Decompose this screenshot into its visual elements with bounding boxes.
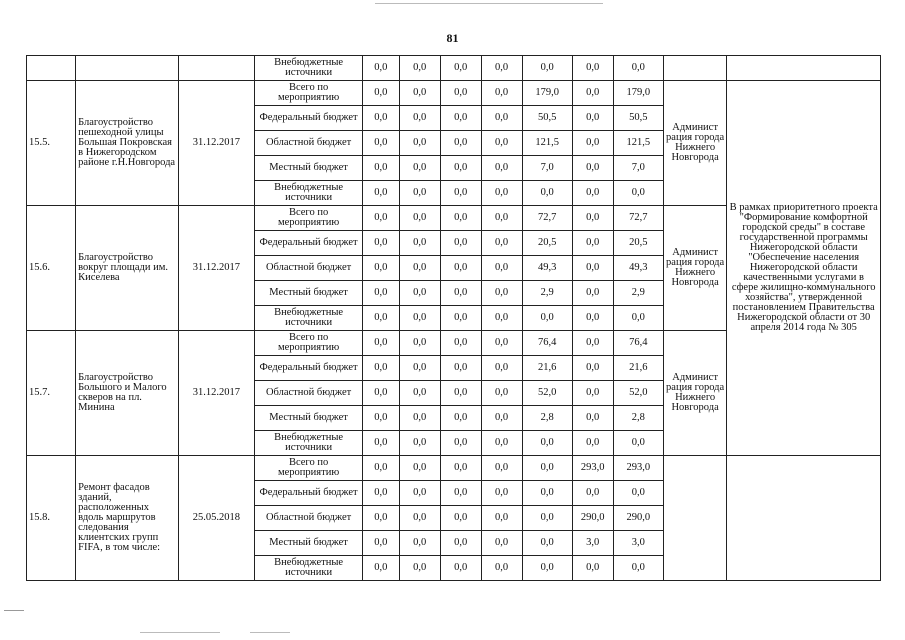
value-cell: 0,0 (399, 506, 440, 531)
funding-source-cell: Федеральный бюджет (255, 231, 363, 256)
value-cell: 0,0 (613, 56, 663, 81)
funding-source-cell: Всего по мероприятию (255, 456, 363, 481)
responsible-cell: Админист рация города Нижнего Новгорода (663, 206, 726, 331)
item-number-cell: 15.5. (27, 81, 76, 206)
value-cell: 0,0 (362, 306, 399, 331)
item-name-cell: Благоустройство пешеходной улицы Большая Покровская в Нижегородском районе г.Н.Новгорода (76, 81, 178, 206)
value-cell: 179,0 (613, 81, 663, 106)
value-cell: 0,0 (440, 231, 481, 256)
value-cell: 0,0 (481, 481, 522, 506)
value-cell: 49,3 (522, 256, 572, 281)
value-cell: 0,0 (440, 381, 481, 406)
value-cell: 0,0 (362, 81, 399, 106)
program-document-cell: В рамках приоритетного проекта "Формирование комфортной городской среды" в составе государственной программы Нижегородской области "Обеспечение населения Нижегородской области качественными услугами в сфере жилищно-коммунального хозяйства", утвержденной постановлением Правительства Нижегородской области от 30 апреля 2014 года № 305 (727, 81, 881, 456)
value-cell: 0,0 (481, 506, 522, 531)
value-cell: 0,0 (440, 56, 481, 81)
value-cell: 0,0 (399, 81, 440, 106)
value-cell: 0,0 (362, 331, 399, 356)
value-cell: 0,0 (440, 331, 481, 356)
value-cell: 0,0 (613, 431, 663, 456)
value-cell: 0,0 (522, 531, 572, 556)
funding-source-cell: Внебюджетные источники (255, 556, 363, 581)
value-cell: 0,0 (572, 181, 613, 206)
item-number-cell: 15.7. (27, 331, 76, 456)
value-cell: 0,0 (481, 456, 522, 481)
value-cell: 0,0 (362, 281, 399, 306)
value-cell: 0,0 (481, 231, 522, 256)
value-cell: 0,0 (613, 181, 663, 206)
value-cell: 0,0 (362, 356, 399, 381)
value-cell: 0,0 (572, 356, 613, 381)
value-cell: 0,0 (440, 81, 481, 106)
value-cell: 0,0 (362, 131, 399, 156)
item-name-cell: Благоустройство Большого и Малого скверов на пл. Минина (76, 331, 178, 456)
funding-source-cell: Внебюджетные источники (255, 181, 363, 206)
value-cell: 0,0 (522, 56, 572, 81)
value-cell: 0,0 (362, 531, 399, 556)
value-cell: 7,0 (613, 156, 663, 181)
table-row (27, 81, 881, 106)
value-cell: 0,0 (440, 181, 481, 206)
value-cell: 0,0 (440, 481, 481, 506)
value-cell: 0,0 (522, 456, 572, 481)
scan-edge-line (4, 610, 24, 611)
value-cell: 0,0 (572, 556, 613, 581)
funding-source-cell: Местный бюджет (255, 531, 363, 556)
value-cell: 0,0 (440, 156, 481, 181)
value-cell: 290,0 (613, 506, 663, 531)
value-cell: 0,0 (362, 56, 399, 81)
value-cell: 52,0 (613, 381, 663, 406)
empty-cell (727, 56, 881, 81)
funding-source-cell: Областной бюджет (255, 131, 363, 156)
funding-source-cell: Всего по мероприятию (255, 81, 363, 106)
scan-edge-line (375, 3, 603, 4)
value-cell: 0,0 (362, 431, 399, 456)
value-cell: 121,5 (522, 131, 572, 156)
value-cell: 0,0 (362, 206, 399, 231)
value-cell: 0,0 (481, 381, 522, 406)
value-cell: 0,0 (440, 106, 481, 131)
value-cell: 0,0 (481, 131, 522, 156)
value-cell: 293,0 (613, 456, 663, 481)
value-cell: 0,0 (399, 306, 440, 331)
value-cell: 0,0 (440, 456, 481, 481)
value-cell: 0,0 (522, 556, 572, 581)
deadline-cell: 31.12.2017 (178, 206, 255, 331)
value-cell: 0,0 (362, 256, 399, 281)
value-cell: 0,0 (481, 431, 522, 456)
deadline-cell: 31.12.2017 (178, 331, 255, 456)
value-cell: 0,0 (399, 456, 440, 481)
item-number-cell: 15.8. (27, 456, 76, 581)
value-cell: 21,6 (522, 356, 572, 381)
value-cell: 0,0 (481, 281, 522, 306)
value-cell: 0,0 (362, 456, 399, 481)
value-cell: 0,0 (522, 181, 572, 206)
empty-cell (76, 56, 178, 81)
value-cell: 0,0 (572, 406, 613, 431)
value-cell: 0,0 (572, 306, 613, 331)
value-cell: 0,0 (399, 106, 440, 131)
value-cell: 0,0 (481, 406, 522, 431)
value-cell: 0,0 (362, 156, 399, 181)
value-cell: 0,0 (572, 131, 613, 156)
value-cell: 0,0 (440, 531, 481, 556)
value-cell: 2,9 (613, 281, 663, 306)
value-cell: 0,0 (572, 81, 613, 106)
value-cell: 2,9 (522, 281, 572, 306)
empty-cell (663, 56, 726, 81)
value-cell: 0,0 (399, 531, 440, 556)
value-cell: 0,0 (572, 481, 613, 506)
funding-source-cell: Всего по мероприятию (255, 331, 363, 356)
value-cell: 0,0 (399, 331, 440, 356)
funding-source-cell: Внебюджетные источники (255, 431, 363, 456)
value-cell: 50,5 (522, 106, 572, 131)
value-cell: 0,0 (572, 56, 613, 81)
value-cell: 0,0 (572, 206, 613, 231)
value-cell: 0,0 (440, 506, 481, 531)
value-cell: 0,0 (440, 406, 481, 431)
value-cell: 0,0 (440, 256, 481, 281)
scan-edge-line (140, 632, 220, 633)
value-cell: 0,0 (481, 156, 522, 181)
funding-source-cell: Внебюджетные источники (255, 56, 363, 81)
value-cell: 0,0 (399, 281, 440, 306)
value-cell: 0,0 (613, 481, 663, 506)
value-cell: 0,0 (362, 556, 399, 581)
value-cell: 3,0 (613, 531, 663, 556)
value-cell: 0,0 (481, 356, 522, 381)
value-cell: 20,5 (613, 231, 663, 256)
value-cell: 0,0 (399, 356, 440, 381)
value-cell: 7,0 (522, 156, 572, 181)
value-cell: 0,0 (572, 381, 613, 406)
value-cell: 0,0 (572, 106, 613, 131)
value-cell: 0,0 (440, 206, 481, 231)
continuation-row (27, 56, 881, 81)
value-cell: 0,0 (572, 156, 613, 181)
value-cell: 0,0 (613, 306, 663, 331)
value-cell: 0,0 (572, 331, 613, 356)
value-cell: 179,0 (522, 81, 572, 106)
value-cell: 0,0 (572, 281, 613, 306)
empty-cell (27, 56, 76, 81)
funding-source-cell: Областной бюджет (255, 381, 363, 406)
value-cell: 72,7 (522, 206, 572, 231)
value-cell: 0,0 (481, 81, 522, 106)
value-cell: 0,0 (399, 431, 440, 456)
value-cell: 0,0 (481, 556, 522, 581)
value-cell: 0,0 (362, 181, 399, 206)
value-cell: 0,0 (481, 331, 522, 356)
funding-source-cell: Всего по мероприятию (255, 206, 363, 231)
empty-cell (178, 56, 255, 81)
value-cell: 0,0 (522, 431, 572, 456)
value-cell: 0,0 (613, 556, 663, 581)
value-cell: 0,0 (522, 481, 572, 506)
value-cell: 0,0 (399, 481, 440, 506)
value-cell: 49,3 (613, 256, 663, 281)
funding-source-cell: Местный бюджет (255, 406, 363, 431)
value-cell: 0,0 (572, 431, 613, 456)
value-cell: 0,0 (362, 506, 399, 531)
value-cell: 0,0 (572, 231, 613, 256)
value-cell: 0,0 (481, 531, 522, 556)
responsible-cell (663, 456, 726, 581)
value-cell: 0,0 (440, 281, 481, 306)
value-cell: 2,8 (613, 406, 663, 431)
funding-source-cell: Федеральный бюджет (255, 481, 363, 506)
funding-source-cell: Внебюджетные источники (255, 306, 363, 331)
value-cell: 3,0 (572, 531, 613, 556)
value-cell: 0,0 (399, 256, 440, 281)
page-number: 81 (446, 31, 459, 45)
value-cell: 0,0 (522, 306, 572, 331)
value-cell: 0,0 (481, 206, 522, 231)
value-cell: 0,0 (362, 106, 399, 131)
value-cell: 21,6 (613, 356, 663, 381)
value-cell: 0,0 (481, 256, 522, 281)
value-cell: 0,0 (362, 481, 399, 506)
value-cell: 0,0 (440, 131, 481, 156)
value-cell: 0,0 (399, 231, 440, 256)
value-cell: 0,0 (440, 556, 481, 581)
value-cell: 76,4 (613, 331, 663, 356)
value-cell: 293,0 (572, 456, 613, 481)
funding-source-cell: Федеральный бюджет (255, 106, 363, 131)
responsible-cell: Админист рация города Нижнего Новгорода (663, 81, 726, 206)
item-name-cell: Благоустройство вокруг площади им. Киселева (76, 206, 178, 331)
value-cell: 0,0 (399, 131, 440, 156)
value-cell: 0,0 (362, 381, 399, 406)
value-cell: 0,0 (399, 181, 440, 206)
value-cell: 72,7 (613, 206, 663, 231)
value-cell: 50,5 (613, 106, 663, 131)
value-cell: 0,0 (440, 356, 481, 381)
value-cell: 0,0 (481, 56, 522, 81)
table-row (27, 456, 881, 481)
value-cell: 76,4 (522, 331, 572, 356)
value-cell: 0,0 (522, 506, 572, 531)
value-cell: 121,5 (613, 131, 663, 156)
value-cell: 0,0 (572, 256, 613, 281)
funding-source-cell: Местный бюджет (255, 281, 363, 306)
value-cell: 2,8 (522, 406, 572, 431)
value-cell: 0,0 (481, 106, 522, 131)
value-cell: 20,5 (522, 231, 572, 256)
value-cell: 0,0 (399, 406, 440, 431)
budget-table (26, 55, 881, 581)
item-name-cell: Ремонт фасадов зданий, расположенных вдоль маршрутов следования клиентских групп FIFA, в том числе: (76, 456, 178, 581)
value-cell: 0,0 (399, 206, 440, 231)
value-cell: 0,0 (399, 381, 440, 406)
deadline-cell: 31.12.2017 (178, 81, 255, 206)
value-cell: 0,0 (481, 306, 522, 331)
value-cell: 0,0 (481, 181, 522, 206)
value-cell: 0,0 (362, 231, 399, 256)
value-cell: 0,0 (399, 156, 440, 181)
value-cell: 0,0 (362, 406, 399, 431)
value-cell: 0,0 (399, 56, 440, 81)
value-cell: 290,0 (572, 506, 613, 531)
value-cell: 0,0 (440, 431, 481, 456)
scan-edge-line (250, 632, 290, 633)
value-cell: 0,0 (440, 306, 481, 331)
deadline-cell: 25.05.2018 (178, 456, 255, 581)
funding-source-cell: Федеральный бюджет (255, 356, 363, 381)
responsible-cell: Админист рация города Нижнего Новгорода (663, 331, 726, 456)
funding-source-cell: Областной бюджет (255, 506, 363, 531)
empty-cell (727, 456, 881, 581)
value-cell: 0,0 (399, 556, 440, 581)
item-number-cell: 15.6. (27, 206, 76, 331)
value-cell: 52,0 (522, 381, 572, 406)
funding-source-cell: Местный бюджет (255, 156, 363, 181)
funding-source-cell: Областной бюджет (255, 256, 363, 281)
